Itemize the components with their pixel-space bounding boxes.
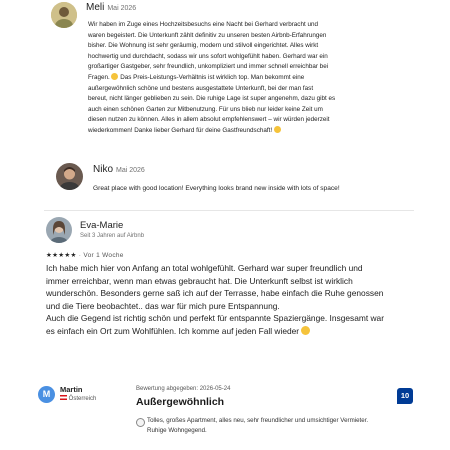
review-time: Vor 1 Woche	[83, 252, 124, 259]
positive-comment-icon	[136, 418, 145, 427]
review-text-eva-marie: Ich habe mich hier von Anfang an total wohlgefühlt. Gerhard war super freundlich und immer erreichbar, wenn man etwas gebraucht hat. Die Unterkunft selbst ist wirklich wunderschön. Besonders gerne saß ich auf der Terrasse, habe einfach die Ruhe genossen und die Tiere beobachtet.. das war für mich pure Entspannung. Auch die Gegend ist richtig schön und perfekt für entspannte Spaziergänge. Insgesamt war es einfach ein Ort zum Wohlfühlen. Ich komme auf jeden Fall wieder	[46, 263, 384, 336]
star-icon: ★★★★★	[46, 252, 77, 259]
smile-emoji-icon	[111, 73, 118, 80]
reviewer-country: Österreich	[60, 395, 96, 402]
rating-stars: ★★★★★ · Vor 1 Woche	[46, 252, 124, 259]
review-date: Mai 2026	[116, 167, 145, 174]
avatar-martin[interactable]: M	[38, 386, 55, 403]
reviewer-membership: Seit 3 Jahren auf Airbnb	[80, 233, 145, 239]
heart-eyes-emoji-icon	[274, 126, 281, 133]
reviewer-name-meli[interactable]: Meli Mai 2026	[86, 2, 137, 13]
reviewer-name-martin[interactable]: Martin	[60, 385, 83, 394]
smile-emoji-icon	[301, 326, 310, 335]
review-date: Mai 2026	[107, 5, 137, 12]
review-text-meli: Wir haben im Zuge eines Hochzeitsbesuchs eine Nacht bei Gerhard verbracht und waren begeistert. Die Unterkunft zählt definitiv zu unseren besten Airbnb-Erfahrungen bisher. Die Wohnung ist sehr geräumig, modern und stilvoll eingerichtet. Alles wirkt hochwertig und durchdacht, sodass wir uns sofort wohlgefühlt haben. Gerhard war ein großartiger Gastgeber, sehr freundlich, unkompliziert und immer schnell erreichbar bei Fragen. Das Preis-Leistungs-Verhältnis ist wirklich top. Man bekommt eine außergewöhnlich schöne und bestens ausgestattete Unterkunft, bei der man fast bereut, nicht länger geblieben zu sein. Die ruhige Lage ist super angenehm, dazu gibt es auch einen schönen Garten zur Mitbenutzung. Für uns blieb nur leider keine Zeit um diesen nutzen zu können. Alles in allem absolut empfehlenswert – wir würden jederzeit wiederkommen! Danke lieber Gerhard für deine Gastfreundschaft!	[88, 21, 336, 134]
avatar-eva-marie[interactable]	[46, 217, 72, 243]
austria-flag-icon	[60, 395, 67, 400]
review-text-niko: Great place with good location! Everything looks brand new inside with lots of space!	[93, 185, 340, 192]
avatar-meli[interactable]	[51, 2, 77, 28]
review-title: Außergewöhnlich	[136, 396, 225, 408]
avatar-niko[interactable]	[56, 163, 83, 190]
section-divider	[44, 210, 414, 211]
reviewer-name-niko[interactable]: Niko Mai 2026	[93, 164, 145, 175]
reviewer-name-eva-marie[interactable]: Eva-Marie	[80, 220, 124, 231]
review-score-badge: 10	[397, 388, 413, 404]
review-text-martin: Tolles, großes Apartment, alles neu, sehr freundlicher und umsichtiger Vermieter. Ruhige Wohngegend.	[147, 417, 369, 434]
review-submitted-date: Bewertung abgegeben: 2026-05-24	[136, 386, 231, 392]
